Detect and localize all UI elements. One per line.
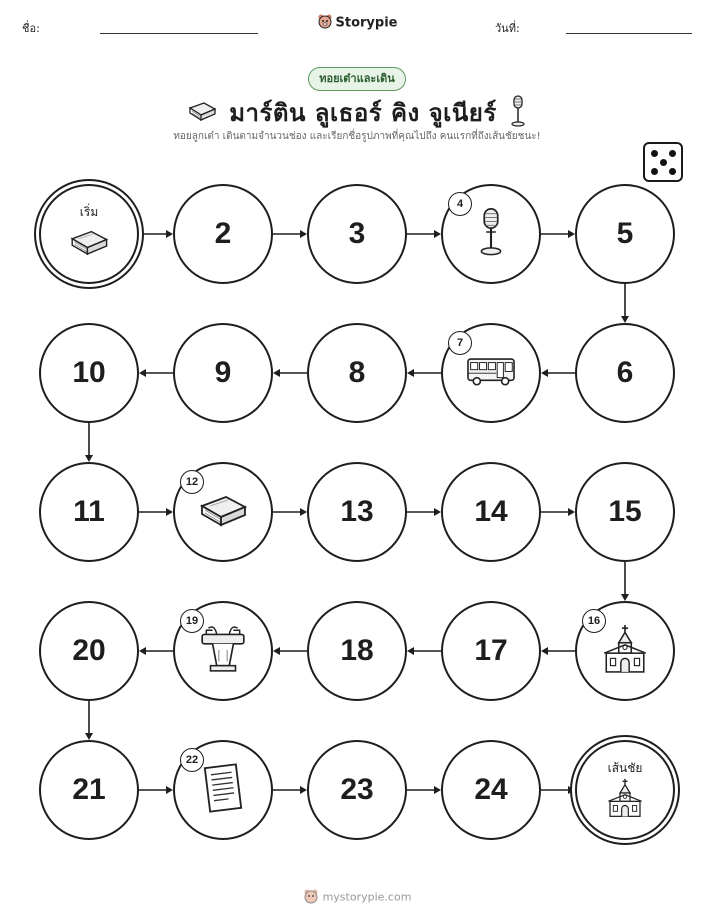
instructions: ทอยลูกเต๋า เดินตามจำนวนช่อง และเรียกชื่อรูปภาพที่คุณไปถึง คนแรกที่ถึงเส้นชัยชนะ! [173,131,541,142]
board-space-11[interactable] [39,462,139,562]
space-number: 24 [474,773,508,806]
arrow-head [139,369,146,377]
board-space-7[interactable] [441,323,541,423]
arrow-head [568,508,575,516]
board-space-14[interactable] [441,462,541,562]
board-space-6[interactable] [575,323,675,423]
space-number: 5 [616,217,634,250]
board-space-12[interactable] [173,462,273,562]
book-icon [198,492,248,532]
board-space-2[interactable] [173,184,273,284]
finish-label: เส้นชัย [607,761,643,775]
board-space-18[interactable] [307,601,407,701]
footer-url[interactable]: mystorypie.com [322,890,412,904]
space-number-badge: 4 [448,192,472,216]
page-title: มาร์ติน ลูเธอร์ คิง จูเนียร์ [229,99,497,127]
arrow-head [85,733,93,740]
board-space-19[interactable] [173,601,273,701]
space-number-badge: 19 [180,609,204,633]
arrow-head [166,786,173,794]
board-space-9[interactable] [173,323,273,423]
space-number-badge: 16 [582,609,606,633]
space-number: 14 [474,495,508,528]
arrow-head [300,230,307,238]
arrow-head [273,369,280,377]
board-space-8[interactable] [307,323,407,423]
arrow-head [273,647,280,655]
finish-space[interactable] [575,740,675,840]
space-number: 23 [340,773,374,806]
space-number: 13 [340,495,374,528]
space-number: 20 [72,634,106,667]
brand-name: Storypie [335,15,398,31]
space-number: 6 [616,356,634,389]
space-number: 18 [340,634,374,667]
arrow-head [434,230,441,238]
arrow-head [568,230,575,238]
space-number: 10 [72,356,106,389]
storypie-logo-icon [303,888,319,907]
board-space-24[interactable] [441,740,541,840]
board-space-21[interactable] [39,740,139,840]
board-space-17[interactable] [441,601,541,701]
board-space-20[interactable] [39,601,139,701]
name-label: ชื่อ: [22,22,40,35]
arrow-head [621,594,629,601]
space-number: 11 [73,495,105,528]
church-icon [605,778,645,822]
board-space-13[interactable] [307,462,407,562]
board-space-22[interactable] [173,740,273,840]
church-icon [600,624,650,678]
book-icon [69,227,109,260]
arrow-head [139,647,146,655]
arrow-head [568,786,575,794]
microphone-icon [477,207,505,261]
game-type-tag: ทอยเต๋าและเดิน [308,67,406,91]
date-label: วันที่: [495,22,520,35]
arrow-head [407,369,414,377]
arrow-head [541,647,548,655]
space-number: 9 [214,356,232,389]
space-number-badge: 12 [180,470,204,494]
arrow-head [434,508,441,516]
footer [0,888,714,907]
arrow-head [166,230,173,238]
space-number-badge: 7 [448,331,472,355]
space-number-badge: 22 [180,748,204,772]
space-number: 17 [474,634,508,667]
document-icon [203,763,243,817]
space-number: 21 [72,773,106,806]
arrow-head [407,647,414,655]
arrow-head [541,369,548,377]
arrow-head [85,455,93,462]
space-number: 3 [348,217,366,250]
water-fountain-icon [198,624,248,678]
arrow-head [300,508,307,516]
board-space-16[interactable] [575,601,675,701]
space-number: 8 [348,356,366,389]
arrow-head [621,316,629,323]
arrow-head [300,786,307,794]
start-space[interactable] [39,184,139,284]
board-space-23[interactable] [307,740,407,840]
bus-icon [466,356,516,391]
arrow-head [434,786,441,794]
start-label: เริ่ม [79,205,99,219]
board-space-10[interactable] [39,323,139,423]
board-space-4[interactable] [441,184,541,284]
space-number: 2 [214,217,232,250]
space-number: 15 [608,495,642,528]
arrow-head [166,508,173,516]
board-space-5[interactable] [575,184,675,284]
board-space-3[interactable] [307,184,407,284]
board-space-15[interactable] [575,462,675,562]
